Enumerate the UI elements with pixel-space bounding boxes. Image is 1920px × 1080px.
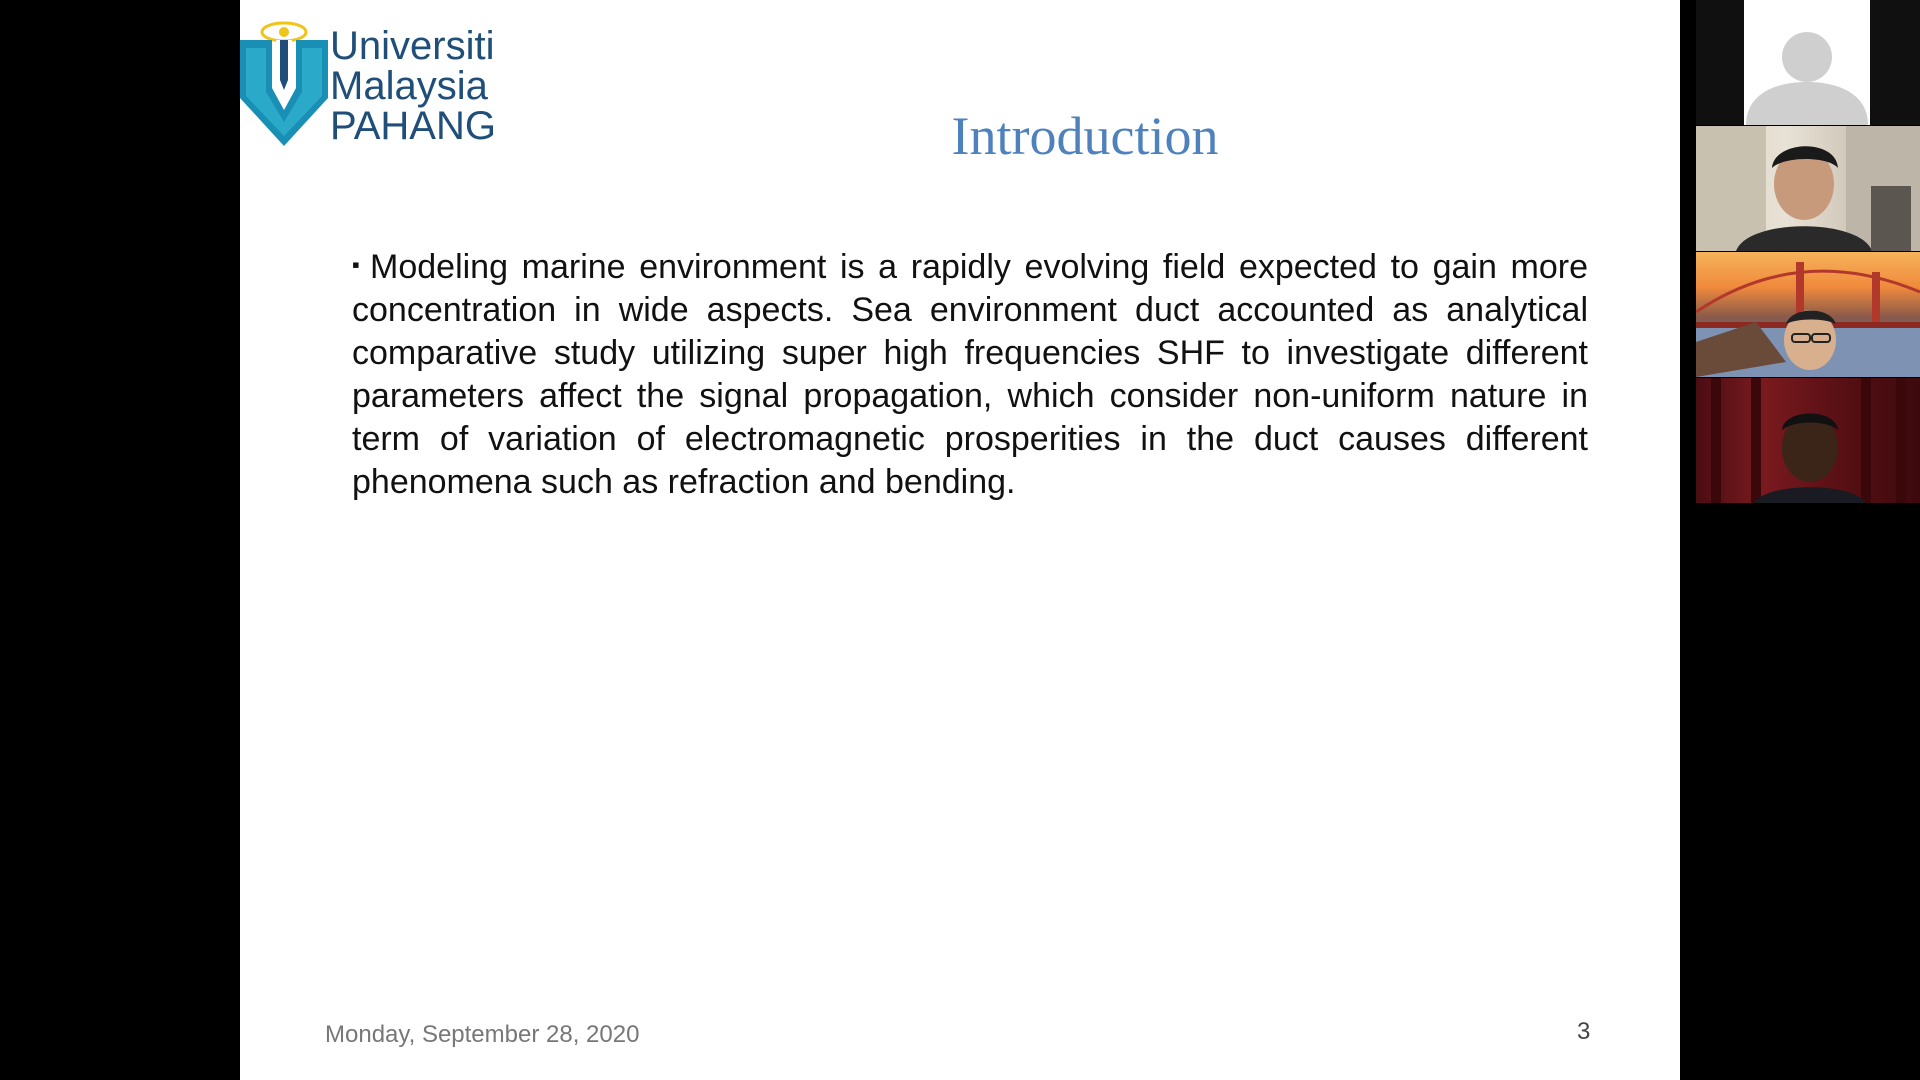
participant-video-icon (1696, 378, 1920, 503)
person-silhouette-icon (1744, 0, 1870, 125)
logo-line-3: PAHANG (330, 104, 496, 148)
logo-line-2: Malaysia (330, 64, 488, 108)
participants-panel (1696, 0, 1920, 1080)
bullet-paragraph (352, 243, 1588, 504)
footer-date: Monday, September 28, 2020 (325, 1021, 640, 1048)
participant-tile-2[interactable] (1696, 126, 1920, 251)
participant-tile-1[interactable] (1696, 0, 1920, 125)
square-bullet-icon: ▪ (352, 252, 365, 277)
participant-tile-4[interactable] (1696, 378, 1920, 503)
logo-line-1: Universiti (330, 24, 495, 68)
participant-tile-3[interactable] (1696, 252, 1920, 377)
page-number: 3 (1577, 1018, 1591, 1045)
avatar (1744, 0, 1870, 125)
participant-video-icon (1696, 126, 1920, 251)
bullet-text: Modeling marine environment is a rapidly evolving field expected to gain more concentration in wide aspects. Sea environment duct accounted as analytical comparative study utilizing super high frequencies SHF to investigate different parameters affect the signal propagation, which consider non-uniform nature in term of variation of electromagnetic prosperities in the duct causes different phenomena such as refraction and bending. (352, 248, 1588, 501)
participant-video-icon (1696, 252, 1920, 377)
slide-title: Introduction (951, 106, 1219, 166)
presentation-slide (240, 0, 1680, 1080)
